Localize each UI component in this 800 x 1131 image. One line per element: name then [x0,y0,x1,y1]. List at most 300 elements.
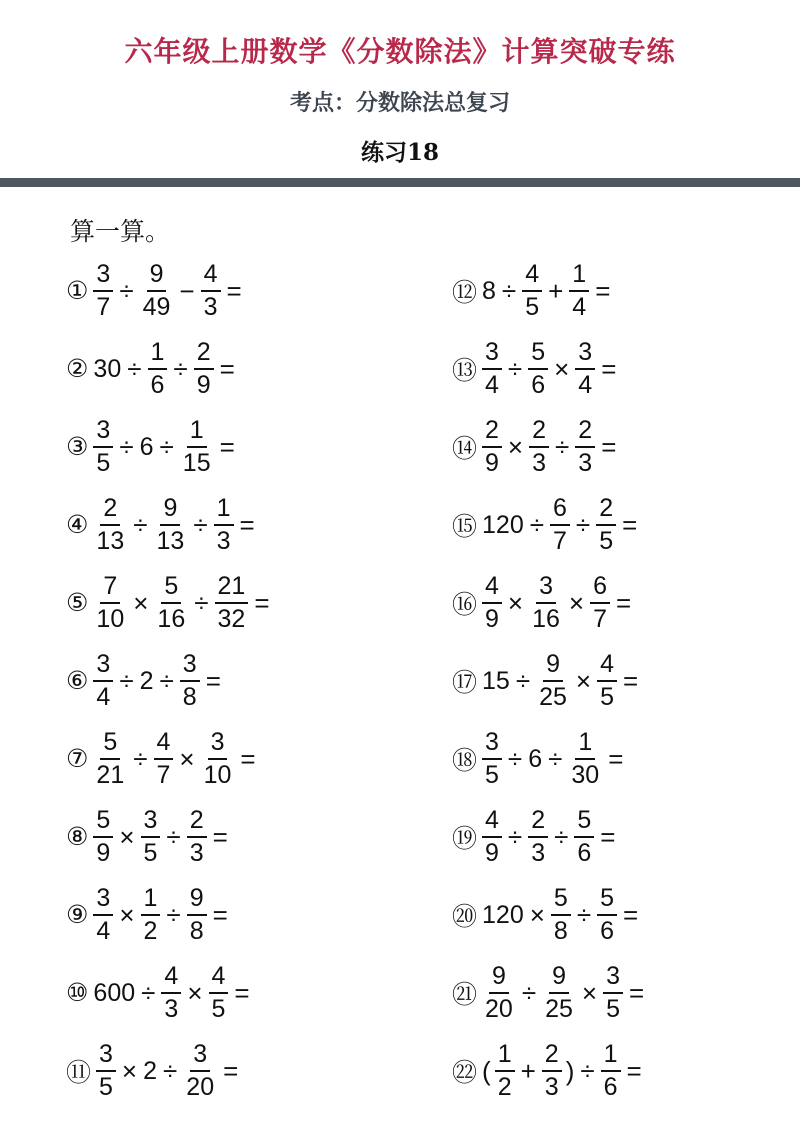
problem-expression [480,340,620,398]
fraction [495,1042,515,1100]
problem-expression [480,808,619,866]
fraction [482,574,502,632]
fraction [596,496,616,554]
fraction-numerator: 1 [601,1042,621,1072]
fraction-denominator: 4 [96,917,111,945]
integer-value: 6 [139,432,154,461]
fraction [214,496,234,554]
fraction-denominator: 4 [572,293,587,321]
fraction-denominator: 13 [96,527,125,555]
fraction-numerator: 1 [569,262,589,292]
fraction-denominator: 9 [485,605,499,633]
operator-symbol: = [623,899,639,930]
fraction [569,262,589,320]
fraction-numerator: 3 [93,418,113,448]
problem-expression [91,652,224,710]
fraction-denominator: 21 [96,761,125,789]
operator-symbol: × [554,353,570,384]
fraction [590,574,610,632]
fraction-numerator: 3 [180,652,200,682]
operator-symbol: ÷ [119,275,134,306]
problem-item [66,798,274,876]
operator-symbol: ÷ [515,665,531,696]
fraction [93,808,113,866]
fraction [575,340,595,398]
fraction-numerator: 3 [208,730,228,760]
fraction-denominator: 2 [497,1073,512,1101]
operator-symbol: = [622,509,638,540]
problem-item [66,408,274,486]
operator-symbol: ÷ [159,665,174,696]
problem-number: ⑯ [452,591,478,619]
problem-item [66,876,274,954]
fraction-numerator: 5 [93,808,113,838]
fraction-numerator: 21 [215,574,249,604]
problem-expression [91,808,231,866]
problem-item [66,486,274,564]
fraction [96,1042,116,1100]
problem-expression [480,574,635,632]
fraction [528,340,548,398]
problem-number: ⑦ [66,745,89,773]
fraction-denominator: 6 [600,917,615,945]
fraction-denominator: 20 [485,995,513,1023]
fraction [597,886,617,944]
problem-expression [480,886,642,944]
problem-number: ㉒ [452,1059,478,1087]
problem-item [66,720,274,798]
problem-item [452,408,648,486]
fraction-numerator: 3 [190,1042,210,1072]
parenthesis: ( [482,1055,491,1086]
fraction [161,964,181,1022]
problem-item [452,486,648,564]
problem-expression [91,418,238,476]
fraction-numerator: 1 [148,340,168,370]
operator-symbol: ÷ [127,353,142,384]
operator-symbol: = [608,743,624,774]
operator-symbol: = [239,509,255,540]
operator-symbol: × [119,899,135,930]
problem-item [452,954,648,1032]
fraction-numerator: 3 [141,808,161,838]
fraction [542,964,576,1022]
fraction-numerator: 4 [482,574,502,604]
fraction-denominator: 4 [578,371,593,399]
problem-number: ⑳ [452,903,478,931]
fraction-numerator: 3 [536,574,556,604]
fraction-denominator: 15 [182,449,211,477]
parenthesis: ) [565,1055,575,1086]
operator-symbol: ÷ [119,431,134,462]
fraction-numerator: 4 [154,730,174,760]
fraction-numerator: 1 [214,496,234,526]
fraction-denominator: 5 [599,527,614,555]
fraction-denominator: 5 [485,761,499,789]
header-divider [0,178,800,187]
fraction [209,964,229,1022]
problem-expression [91,574,273,632]
problem-expression [480,262,614,320]
fraction-numerator: 2 [575,418,595,448]
problem-number: ⑰ [452,669,478,697]
problem-item [452,642,648,720]
fraction-denominator: 32 [217,605,246,633]
fraction [141,808,161,866]
operator-symbol: ÷ [501,275,517,306]
fraction-numerator: 9 [543,652,563,682]
problem-column-right [452,252,648,1110]
fraction-numerator: 5 [528,340,548,370]
problem-expression [480,418,620,476]
problem-expression [480,652,642,710]
operator-symbol: + [520,1055,536,1086]
operator-symbol: ÷ [575,509,591,540]
operator-symbol: × [187,977,203,1008]
operator-symbol: ÷ [548,743,563,774]
fraction [482,730,502,788]
operator-symbol: × [133,587,149,618]
operator-symbol: = [219,353,235,384]
fraction-numerator: 3 [96,1042,116,1072]
fraction-numerator: 3 [603,964,623,994]
fraction-numerator: 2 [194,340,214,370]
fraction-denominator: 4 [96,683,111,711]
fraction [93,730,127,788]
problem-number: ㉑ [452,981,478,1009]
problem-number: ⑧ [66,823,89,851]
fraction [522,262,542,320]
operator-symbol: − [179,275,195,306]
fraction-denominator: 8 [189,917,204,945]
operator-symbol: × [529,899,545,930]
fraction [187,808,207,866]
fraction [148,340,168,398]
problem-item [66,1032,274,1110]
operator-symbol: ÷ [521,977,537,1008]
problem-expression [480,1042,646,1100]
operator-symbol: = [629,977,645,1008]
fraction-denominator: 9 [96,839,111,867]
instruction-text: 算一算。 [70,217,171,246]
integer-value: 6 [528,744,543,773]
fraction [601,1042,621,1100]
fraction-numerator: 4 [597,652,617,682]
fraction-numerator: 9 [160,496,180,526]
problem-number: ⑮ [452,513,478,541]
fraction [574,808,594,866]
operator-symbol: = [600,821,616,852]
fraction-numerator: 2 [528,808,548,838]
fraction-numerator: 2 [596,496,616,526]
fraction-numerator: 9 [147,262,167,292]
fraction-numerator: 6 [550,496,570,526]
operator-symbol: × [507,587,524,618]
fraction-numerator: 1 [495,1042,515,1072]
fraction-denominator: 5 [606,995,621,1023]
page-title: 六年级上册数学《分数除法》计算突破专练 [124,35,676,68]
problem-number: ④ [66,511,89,539]
fraction-denominator: 5 [211,995,226,1023]
operator-symbol: ÷ [576,899,592,930]
operator-symbol: = [212,899,228,930]
problem-expression [91,496,258,554]
fraction-denominator: 20 [186,1073,215,1101]
problem-expression [91,730,259,788]
fraction-numerator: 1 [187,418,207,448]
operator-symbol: ÷ [119,665,134,696]
fraction-denominator: 3 [164,995,179,1023]
fraction-numerator: 5 [100,730,120,760]
operator-symbol: ÷ [529,509,545,540]
operator-symbol: ÷ [166,899,181,930]
fraction-denominator: 5 [525,293,540,321]
fraction [93,496,127,554]
fraction [93,262,113,320]
problem-item [452,720,648,798]
fraction-denominator: 3 [203,293,218,321]
fraction [551,886,571,944]
operator-symbol: ÷ [555,431,570,462]
operator-symbol: × [121,1055,138,1086]
fraction [140,262,174,320]
fraction [187,886,207,944]
fraction-numerator: 5 [574,808,594,838]
fraction-numerator: 3 [575,340,595,370]
operator-symbol: = [254,587,270,618]
fraction-numerator: 6 [590,574,610,604]
problem-item [66,954,274,1032]
fraction-numerator: 4 [209,964,229,994]
problem-expression [91,964,253,1022]
fraction-denominator: 6 [531,371,546,399]
problem-item [452,564,648,642]
operator-symbol: × [507,431,524,462]
fraction-denominator: 25 [545,995,573,1023]
operator-symbol: ÷ [163,1055,178,1086]
problem-number: ① [66,277,89,305]
fraction-denominator: 5 [143,839,158,867]
fraction-denominator: 16 [157,605,186,633]
fraction-denominator: 7 [593,605,608,633]
problem-expression [91,262,245,320]
problem-number: ⑲ [452,825,478,853]
operator-symbol: × [581,977,598,1008]
problem-expression [91,886,231,944]
fraction-numerator: 1 [575,730,595,760]
fraction [141,886,161,944]
fraction-denominator: 3 [544,1073,559,1101]
fraction-denominator: 10 [203,761,232,789]
operator-symbol: ÷ [554,821,569,852]
fraction [180,652,200,710]
fraction [536,652,570,710]
problem-number: ⑪ [66,1059,92,1087]
integer-value: 2 [139,666,154,695]
problem-expression [480,964,648,1022]
problem-item [452,798,648,876]
operator-symbol: = [623,665,639,696]
fraction [93,652,113,710]
fraction-denominator: 5 [99,1073,113,1101]
operator-symbol: = [626,1055,642,1086]
fraction [482,418,502,476]
problem-number: ⑩ [66,979,89,1007]
fraction-numerator: 5 [161,574,181,604]
operator-symbol: = [234,977,250,1008]
fraction-denominator: 5 [600,683,615,711]
integer-value: 8 [482,276,496,305]
fraction-numerator: 4 [522,262,542,292]
fraction-numerator: 2 [542,1042,562,1072]
integer-value: 120 [482,510,524,539]
fraction-denominator: 4 [485,371,499,399]
fraction-denominator: 8 [553,917,568,945]
fraction-numerator: 9 [489,964,509,994]
operator-symbol: ÷ [173,353,188,384]
operator-symbol: ÷ [507,353,523,384]
fraction-numerator: 1 [141,886,161,916]
fraction-numerator: 4 [161,964,181,994]
fraction [542,1042,562,1100]
operator-symbol: × [575,665,592,696]
fraction [568,730,602,788]
problem-column-left [66,252,274,1110]
operator-symbol: ÷ [166,821,181,852]
operator-symbol: = [240,743,256,774]
problem-number: ③ [66,433,89,461]
problem-item [66,642,274,720]
operator-symbol: ÷ [133,509,148,540]
fraction-denominator: 49 [142,293,171,321]
fraction-numerator: 5 [597,886,617,916]
problem-number: ⑤ [66,589,89,617]
fraction [194,340,214,398]
operator-symbol: ÷ [193,509,208,540]
integer-value: 120 [482,900,524,929]
fraction-numerator: 3 [482,730,502,760]
fraction-numerator: 5 [551,886,571,916]
fraction [154,496,188,554]
operator-symbol: ÷ [159,431,174,462]
fraction-denominator: 30 [571,761,600,789]
fraction-denominator: 16 [532,605,560,633]
fraction-numerator: 3 [93,262,113,292]
fraction-denominator: 3 [216,527,231,555]
fraction [550,496,570,554]
fraction-denominator: 8 [182,683,197,711]
operator-symbol: = [212,821,228,852]
fraction-numerator: 2 [529,418,549,448]
problem-item [452,876,648,954]
problem-expression [480,730,627,788]
fraction-numerator: 3 [93,652,113,682]
fraction-denominator: 7 [156,761,171,789]
fraction-denominator: 10 [96,605,125,633]
fraction [183,1042,217,1100]
problem-number: ② [66,355,89,383]
operator-symbol: × [179,743,195,774]
fraction-numerator: 9 [187,886,207,916]
operator-symbol: ÷ [507,821,523,852]
fraction-numerator: 2 [187,808,207,838]
fraction [482,964,516,1022]
problem-number: ⑥ [66,667,89,695]
fraction-denominator: 13 [156,527,185,555]
fraction [180,418,214,476]
fraction [603,964,623,1022]
fraction-denominator: 3 [189,839,204,867]
fraction [93,418,113,476]
fraction-denominator: 3 [531,839,546,867]
fraction-numerator: 4 [201,262,221,292]
integer-value: 30 [93,354,122,383]
fraction-denominator: 6 [150,371,165,399]
operator-symbol: ÷ [194,587,209,618]
operator-symbol: ÷ [507,743,523,774]
operator-symbol: × [119,821,135,852]
problem-item [66,252,274,330]
fraction [529,574,563,632]
operator-symbol: = [601,353,617,384]
problem-item [66,564,274,642]
integer-value: 15 [482,666,510,695]
fraction-denominator: 7 [96,293,111,321]
operator-symbol: ÷ [133,743,148,774]
operator-symbol: = [223,1055,239,1086]
problem-number: ⑭ [452,435,478,463]
problem-number: ⑫ [452,279,478,307]
problem-item [452,1032,648,1110]
fraction [597,652,617,710]
fraction [154,730,174,788]
fraction [154,574,188,632]
operator-symbol: ÷ [141,977,156,1008]
fraction-numerator: 2 [482,418,502,448]
fraction-denominator: 6 [577,839,592,867]
operator-symbol: × [568,587,585,618]
fraction [201,262,221,320]
operator-symbol: + [548,275,564,306]
fraction-denominator: 9 [485,839,499,867]
operator-symbol: = [226,275,242,306]
page-subtitle: 考点：分数除法总复习 [289,90,510,116]
fraction-denominator: 5 [96,449,111,477]
operator-symbol: = [595,275,611,306]
operator-symbol: = [219,431,235,462]
fraction-numerator: 3 [93,886,113,916]
fraction [482,340,502,398]
problem-number: ⑱ [452,747,478,775]
operator-symbol: ÷ [580,1055,595,1086]
problem-item [66,330,274,408]
operator-symbol: = [616,587,632,618]
exercise-label: 练习18 [360,139,439,166]
problem-item [452,330,648,408]
problem-item [452,252,648,330]
integer-value: 2 [143,1056,158,1085]
fraction [575,418,595,476]
problem-number: ⑨ [66,901,89,929]
fraction [93,574,127,632]
problem-expression [94,1042,242,1100]
fraction-numerator: 3 [482,340,502,370]
problem-number: ⑬ [452,357,478,385]
fraction-denominator: 7 [553,527,567,555]
fraction [528,808,548,866]
problem-expression [480,496,641,554]
operator-symbol: = [205,665,221,696]
